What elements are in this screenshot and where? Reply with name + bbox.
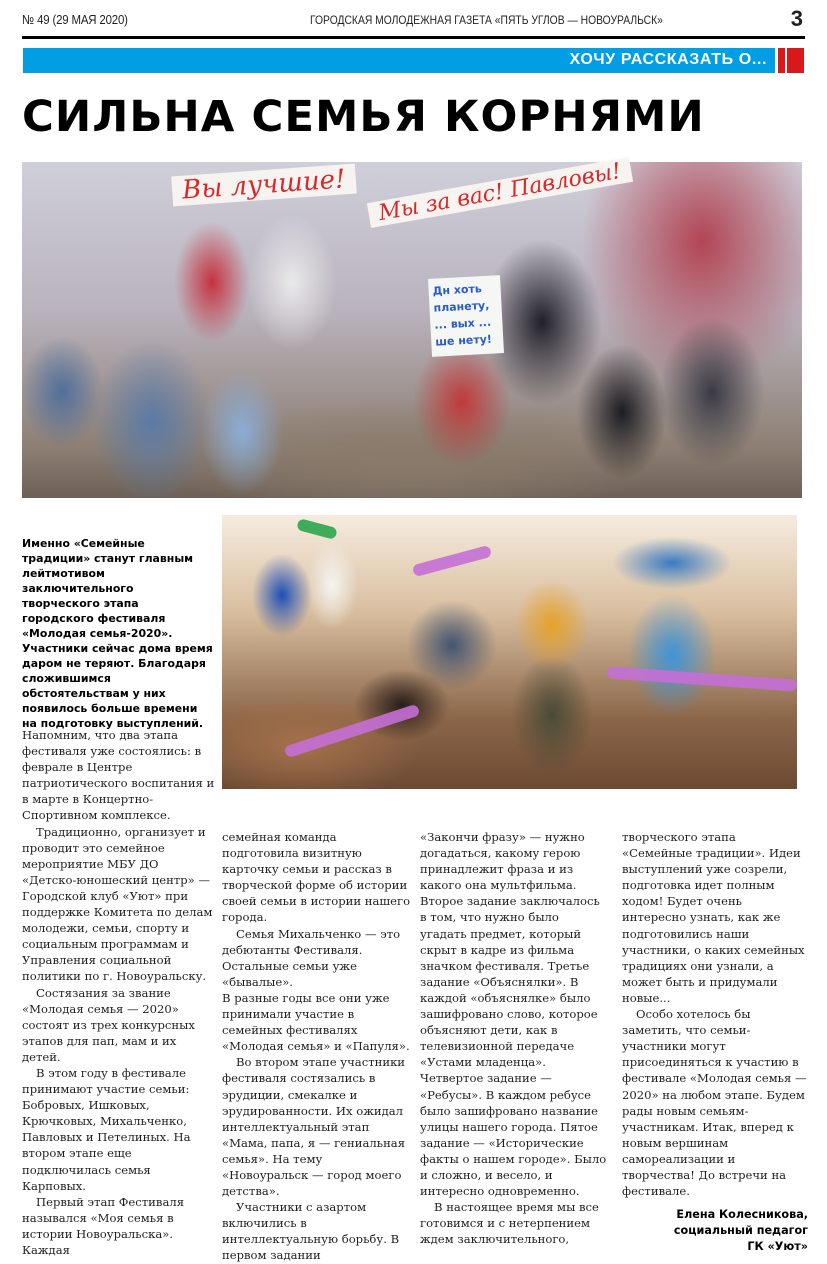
author-signature (622, 1207, 808, 1255)
photo-audience-ribbons (222, 515, 797, 789)
paragraph: Напомним, что два этапа фестиваля уже состоялись: в феврале в Центре патриотического воспитания и в марте в Концертно-Спортивном комплексе. (22, 728, 215, 823)
text-column-2 (222, 829, 412, 1264)
paragraph: семейная команда подготовила визитную карточку семьи и рассказ в творческой форме об истории своей семьи в истории нашего города. (222, 830, 411, 925)
ribbon-shape (284, 704, 421, 759)
ribbon-shape (607, 666, 797, 691)
author-organization: ГК «Уют» (747, 1240, 808, 1254)
issue-number: № 49 (29 МАЯ 2020) (22, 12, 128, 27)
text-column-3 (420, 829, 608, 1247)
ribbon-shape (412, 545, 492, 577)
author-name: Елена Колесникова, (676, 1208, 808, 1222)
article-headline: СИЛЬНА СЕМЬЯ КОРНЯМИ (22, 92, 705, 142)
photo-banner-text: Вы лучшие! (171, 164, 356, 207)
rubric-label: ХОЧУ РАССКАЗАТЬ О... (569, 51, 767, 68)
photo-families-group (22, 158, 802, 498)
paragraph: Во втором этапе участники фестиваля состязались в эрудиции, смекалке и эрудированности. Их ожидал интеллектуальный этап «Мама, папа, я — гениальная семья». На тему «Новоуральск — город моего детства». (222, 1055, 406, 1199)
paragraph: Особо хотелось бы заметить, что семьи-участники могут присоединяться к участию в фестивале «Молодая семья — 2020» на любом этапе. Будем рады новым семьям-участникам. Итак, вперед к новым вершинам самореализации и творчества! До встречи на фестивале. (622, 1007, 807, 1199)
masthead (22, 8, 805, 34)
photo-sign-text: Дн хоть планету, ... вых ... ше нету! (428, 275, 504, 357)
author-position: социальный педагог (673, 1224, 808, 1238)
rubric-accent-block (787, 48, 804, 73)
paragraph: Семья Михальченко — это дебютанты Фестиваля. Остальные семьи уже «бывалые». (222, 926, 401, 989)
ribbon-shape (296, 518, 338, 540)
text-column-1 (22, 727, 216, 1258)
photo-banner-text: Мы за вас! Павловы! (367, 157, 633, 228)
header-rule (22, 36, 805, 39)
rubric-accent-block (778, 48, 785, 73)
paragraph: Состязания за звание «Молодая семья — 2020» состоят из трех конкурсных этапов для пап, мам и их детей. (22, 985, 195, 1064)
paragraph: Традиционно, организует и проводит это семейное мероприятие МБУ ДО «Детско-юношеский центр» — Городской клуб «Уют» при поддержке Комитета по делам молодежи, семьи, спорту и социальным программам и Управления социальной политики по г. Новоуральску. (22, 824, 213, 984)
newspaper-name: ГОРОДСКАЯ МОЛОДЕЖНАЯ ГАЗЕТА «ПЯТЬ УГЛОВ — НОВОУРАЛЬСК» (310, 13, 663, 27)
paragraph: В настоящее время мы все готовимся и с нетерпением ждем заключительного, (420, 1200, 599, 1247)
rubric-bar (23, 48, 775, 73)
page-number: 3 (790, 6, 803, 31)
article-lead: Именно «Семейные традиции» станут главным лейтмотивом заключительного творческого этапа городского фестиваля «Молодая семья-2020». Участники сейчас дома время даром не теряют. Благодаря сложившимся обстоятельствам у них появилось больше времени на подготовку выступлений. (22, 537, 213, 730)
paragraph: В этом году в фестивале принимают участие семьи: Бобровых, Ишковых, Крючковых, Михальченко, Павловых и Петелиных. На втором этапе еще подключилась семья Карповых. (22, 1065, 191, 1193)
paragraph: В разные годы все они уже принимали участие в семейных фестивалях «Молодая семья» и «Папуля». (222, 990, 410, 1054)
text-column-4 (622, 829, 808, 1255)
paragraph: Первый этап Фестиваля назывался «Моя семья в истории Новоуральска». Каждая (22, 1194, 185, 1257)
paragraph: Участники с азартом включились в интеллектуальную борьбу. В первом задании (222, 1200, 400, 1263)
paragraph: творческого этапа «Семейные традиции». Идеи выступлений уже созрели, подготовка идет полным ходом! Будет очень интересно узнать, как же подготовились наши участники, о каких семейных традициях они узнали, а может быть и придумали новые... (622, 830, 805, 1005)
paragraph: «Закончи фразу» — нужно догадаться, какому герою принадлежит фраза и из какого она мультфильма. Второе задание заключалось в том, что нужно было угадать предмет, который скрыт в кадре из фильма значком фестиваля. Третье задание «Объяснялки». В каждой «объяснялке» было зашифровано слово, которое объясняют дети, как в телевизионной передаче «Устами младенца». Четвертое задание — «Ребусы». В каждом ребусе было зашифровано название улицы нашего города. Пятое задание — «Исторические факты о нашем городе». Было и сложно, и весело, и интересно одновременно. (420, 830, 607, 1199)
